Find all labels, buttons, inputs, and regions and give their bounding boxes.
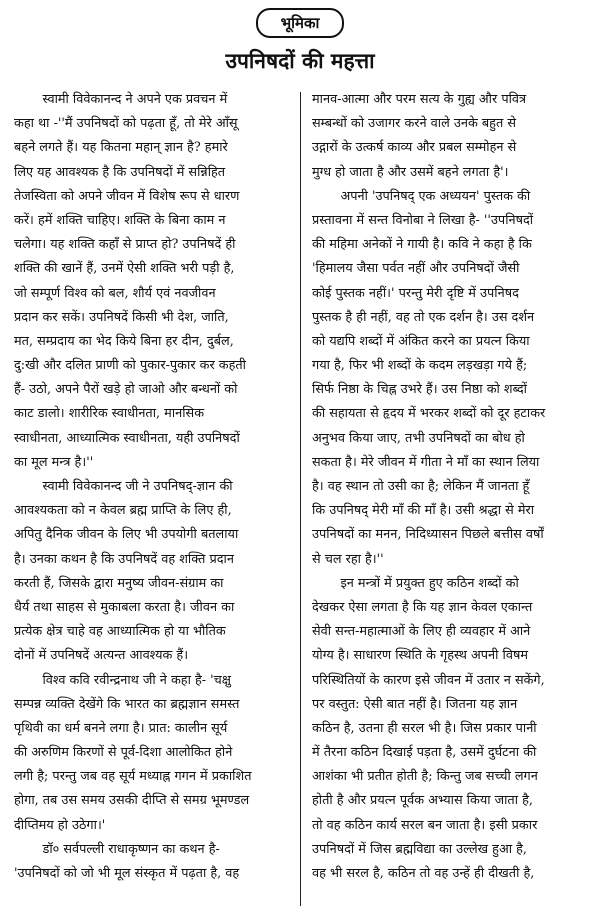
text-line: की अरुणिम किरणों से पूर्व-दिशा आलोकित होने <box>14 745 233 761</box>
text-line: में तैरना कठिन दिखाई पड़ता है, उसमें दुर्घटना की <box>312 745 537 761</box>
text-line: करती हैं, जिसके द्वारा मनुष्य जीवन-संग्राम का <box>14 575 224 591</box>
text-line: का मूल मन्त्र है।'' <box>14 454 94 470</box>
text-line: धैर्य तथा साहस से मुकाबला करता है। जीवन का <box>14 599 235 615</box>
text-line: वह भी सरल है, कठिन तो वह उन्हें ही दीखती है, <box>312 866 535 881</box>
text-line: उद्गारों के उत्कर्ष काव्य और प्रबल सम्मोहन से <box>312 140 517 156</box>
text-line: दोनों में उपनिषदें अत्यन्त आवश्यक हैं। <box>14 648 189 664</box>
text-line: होगा, तब उस समय उसकी दीप्ति से समग्र भूमण्डल <box>14 793 250 809</box>
text-line: परिस्थितियों के कारण इसे जीवन में उतार न सकेंगे, <box>312 672 545 688</box>
text-line: सेवी सन्त-महात्माओं के लिए ही व्यवहार में आने <box>312 624 531 640</box>
text-line: अनुभव किया जाए, तभी उपनिषदों का बोध हो <box>312 430 525 446</box>
text-line: लगी है; परन्तु जब वह सूर्य मध्याह्न गगन में प्रकाशित <box>14 769 252 785</box>
text-line: उपनिषदों का मनन, निदिध्यासन पिछले बत्तीस वर्षों <box>312 527 544 543</box>
text-line: होती है और प्रयत्न पूर्वक अभ्यास किया जाता है, <box>312 793 533 809</box>
text-line: इन मन्त्रों में प्रयुक्त हुए कठिन शब्दों को <box>312 575 519 591</box>
left-column <box>14 88 290 886</box>
text-line: की सहायता से हृदय में भरकर शब्दों को दूर हटाकर <box>312 406 546 422</box>
text-line: तो वह कठिन कार्य सरल बन जाता है। इसी प्रकार <box>312 817 538 833</box>
text-line: दु:खी और दलित प्राणी को पुकार-पुकार कर कहती <box>14 358 246 374</box>
text-line: मानव-आत्मा और परम सत्य के गुह्य और पवित्र <box>312 92 527 107</box>
text-line: डॉ० सर्वपल्ली राधाकृष्णन का कथन है- <box>14 841 220 857</box>
right-column <box>312 88 588 886</box>
text-line: प्रस्तावना में सन्त विनोबा ने लिखा है- ''उपनिषदों <box>312 212 534 228</box>
text-line: अपनी 'उपनिषद् एक अध्ययन' पुस्तक की <box>312 188 531 204</box>
text-line: है। वह स्थान तो उसी का है; लेकिन मैं जानता हूँ <box>312 479 530 494</box>
text-line: 'उपनिषदों को जो भी मूल संस्कृत में पढ़ता है, वह <box>14 866 240 881</box>
text-line: स्वामी विवेकानन्द जी ने उपनिषद्-ज्ञान की <box>14 479 233 494</box>
column-divider <box>300 92 301 906</box>
text-line: आवश्यकता को न केवल ब्रह्म प्राप्ति के लिए ही, <box>14 503 232 519</box>
text-line: सकता है। मेरे जीवन में गीता ने माँ का स्थान लिया <box>312 454 540 470</box>
text-line: प्रदान कर सकें। उपनिषदें किसी भी देश, जाति, <box>14 309 229 325</box>
text-line: हैं- उठो, अपने पैरों खड़े हो जाओ और बन्धनों को <box>14 382 238 398</box>
text-line: योग्य है। साधारण स्थिति के गृहस्थ अपनी विषम <box>312 648 528 664</box>
text-line: मुग्ध हो जाता है और उसमें बहने लगता है'। <box>312 164 509 180</box>
text-line: करें। हमें शक्ति चाहिए। शक्ति के बिना काम न <box>14 212 226 228</box>
page-title: उपनिषदों की महत्ता <box>225 49 375 73</box>
text-line: सम्पन्न व्यक्ति देखेंगे कि भारत का ब्रह्मज्ञान समस्त <box>14 696 240 712</box>
section-badge: भूमिका <box>256 8 344 38</box>
text-line: की महिमा अनेकों ने गायी है। कवि ने कहा है कि <box>312 237 532 253</box>
text-line: बहने लगते हैं। यह कितना महान् ज्ञान है? हमारे <box>14 140 228 156</box>
text-line: काट डालो। शारीरिक स्वाधीनता, मानसिक <box>14 406 205 422</box>
text-line: स्वामी विवेकानन्द ने अपने एक प्रवचन में <box>14 92 228 107</box>
text-line: आशंका भी प्रतीत होती है; किन्तु जब सच्ची लगन <box>312 769 538 785</box>
text-line: कहा था -''मैं उपनिषदों को पढ़ता हूँ, तो मेरे आँसू <box>14 116 238 132</box>
text-line: सम्बन्धों को उजागर करने वाले उनके बहुत से <box>312 116 516 132</box>
text-line: है। उनका कथन है कि उपनिषदें वह शक्ति प्रदान <box>14 551 234 567</box>
text-line: पृथिवी का धर्म बनने लगा है। प्रात: कालीन सूर्य <box>14 720 228 736</box>
text-line: से चल रहा है।'' <box>312 551 384 567</box>
text-line: चलेगा। यह शक्ति कहाँ से प्राप्त हो? उपनिषदें ही <box>14 237 236 253</box>
text-line: देखकर ऐसा लगता है कि यह ज्ञान केवल एकान्त <box>312 599 533 615</box>
text-line: प्रत्येक क्षेत्र चाहे वह आध्यात्मिक हो या भौतिक <box>14 624 226 640</box>
text-line: को यद्यपि शब्दों में अंकित करने का प्रयत्न किया <box>312 333 530 349</box>
text-line: उपनिषदों में जिस ब्रह्मविद्या का उल्लेख हुआ है, <box>312 841 527 857</box>
text-line: तेजस्विता को अपने जीवन में विशेष रूप से धारण <box>14 188 240 204</box>
text-line: 'हिमालय जैसा पर्वत नहीं और उपनिषदों जैसी <box>312 261 520 277</box>
text-line: पुस्तक है ही नहीं, वह तो एक दर्शन है। उस दर्शन <box>312 309 535 325</box>
text-line: कोई पुस्तक नहीं।' परन्तु मेरी दृष्टि में उपनिषद <box>312 285 519 301</box>
text-line: दीप्तिमय हो उठेगा।' <box>14 817 106 833</box>
text-line: पर वस्तुत: ऐसी बात नहीं है। जितना यह ज्ञान <box>312 696 518 712</box>
text-line: विश्व कवि रवीन्द्रनाथ जी ने कहा है- 'चक्षु <box>14 672 231 688</box>
text-line: शक्ति की खानें हैं, उनमें ऐसी शक्ति भरी पड़ी है, <box>14 261 235 277</box>
text-line: सिर्फ निष्ठा के चिह्न उभरे हैं। उस निष्ठा को शब्दों <box>312 382 527 398</box>
text-line: लिए यह आवश्यक है कि उपनिषदों में सन्निहित <box>14 164 226 180</box>
text-line: मत, सम्प्रदाय का भेद किये बिना हर दीन, दुर्बल, <box>14 333 234 349</box>
text-line: स्वाधीनता, आध्यात्मिक स्वाधीनता, यही उपनिषदों <box>14 430 240 446</box>
text-line: कि उपनिषद् मेरी माँ की माँ है। उसी श्रद्धा से मेरा <box>312 503 535 519</box>
text-line: गया है, फिर भी शब्दों के कदम लड़खड़ा गये हैं; <box>312 358 528 374</box>
text-line: जो सम्पूर्ण विश्व को बल, शौर्य एवं नवजीवन <box>14 285 216 301</box>
text-line: कठिन है, उतना ही सरल भी है। जिस प्रकार पानी <box>312 720 537 736</box>
text-line: अपितु दैनिक जीवन के लिए भी उपयोगी बतलाया <box>14 527 239 543</box>
